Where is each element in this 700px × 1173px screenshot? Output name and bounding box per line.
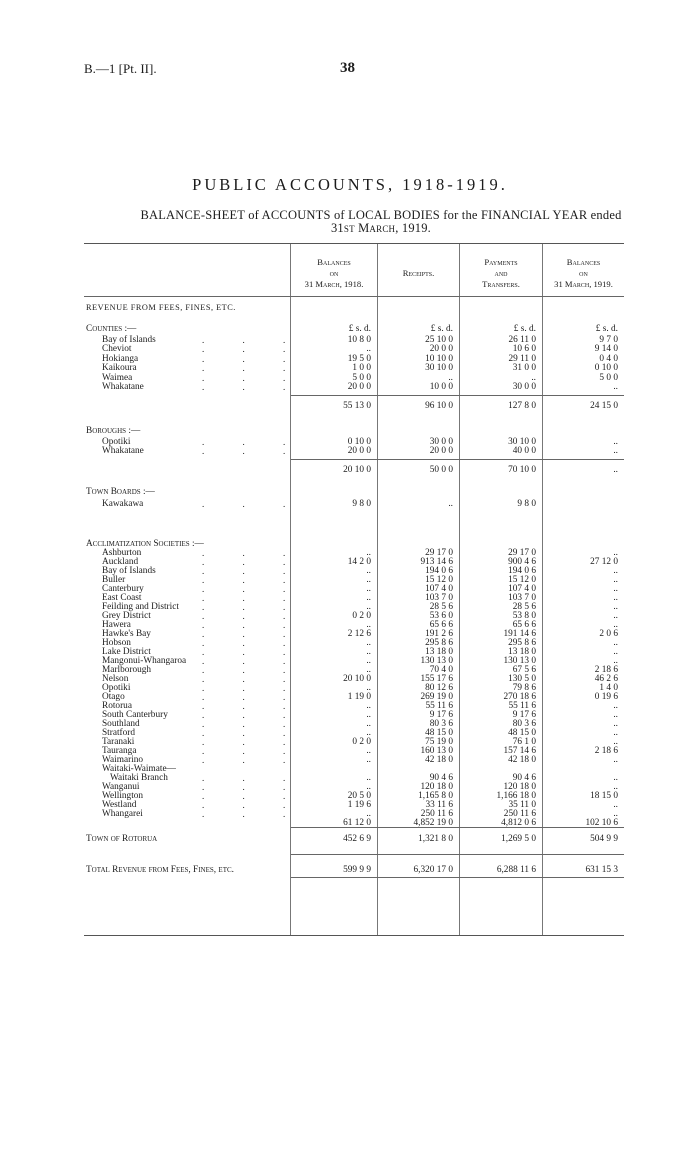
cell-c3: 157 14 6	[503, 746, 536, 756]
cell-c3: 26 11 0	[508, 335, 536, 345]
cell-c1: 55 13 0	[343, 401, 371, 411]
lsd-unit: £ s. d.	[430, 324, 453, 334]
cell-c2: 29 17 0	[425, 548, 453, 558]
leader-dots: . . .	[202, 683, 304, 693]
leader-dots: . . .	[202, 809, 304, 819]
cell-c2: 48 15 0	[425, 728, 453, 738]
section-counties: Counties :—	[86, 324, 137, 334]
cell-c3: 40 0 0	[512, 446, 536, 456]
cell-c1: 452 6 9	[343, 834, 371, 844]
section-boroughs: Boroughs :—	[86, 426, 141, 436]
row-label: Opotiki	[102, 437, 131, 447]
row-label: Grey District	[102, 611, 151, 621]
section-town-boards: Town Boards :—	[86, 487, 155, 497]
header-rule	[84, 296, 624, 297]
row-label: Bay of Islands	[102, 335, 156, 345]
cell-c2: 130 13 0	[420, 656, 453, 666]
cell-c3: 65 6 6	[512, 620, 536, 630]
cell-c3: ..	[531, 373, 536, 383]
cell-c1: 20 5 0	[347, 791, 371, 801]
cell-c2: 160 13 0	[420, 746, 453, 756]
cell-c1: 20 10 0	[343, 465, 371, 475]
col-header-line: Balances	[566, 257, 601, 267]
cell-c1: ..	[366, 656, 371, 666]
cell-c4: ..	[613, 566, 618, 576]
cell-c1: 61 12 0	[343, 818, 371, 828]
cell-c3: 120 18 0	[503, 782, 536, 792]
cell-c2: 30 10 0	[425, 363, 453, 373]
cell-c3: 29 17 0	[508, 548, 536, 558]
col-header-line: Payments	[484, 257, 518, 267]
cell-c2: 6,320 17 0	[413, 865, 453, 875]
col-header-line: Transfers.	[482, 279, 520, 289]
cell-c1: 20 0 0	[347, 446, 371, 456]
cell-c4: 0 4 0	[599, 354, 618, 364]
cell-c1: ..	[366, 719, 371, 729]
cell-c4: ..	[613, 575, 618, 585]
leader-dots: . . .	[202, 692, 304, 702]
total-rule	[291, 854, 624, 855]
cell-c4: ..	[613, 437, 618, 447]
cell-c2: 75 19 0	[425, 737, 453, 747]
row-label: Hawke's Bay	[102, 629, 151, 639]
lsd-unit: £ s. d.	[348, 324, 371, 334]
cell-c2: 80 3 6	[429, 719, 453, 729]
cell-c2: 913 14 6	[420, 557, 453, 567]
cell-c1: ..	[366, 782, 371, 792]
cell-c1: 10 8 0	[347, 335, 371, 345]
leader-dots: . . .	[202, 363, 304, 373]
cell-c1: ..	[366, 593, 371, 603]
cell-c1: ..	[366, 701, 371, 711]
row-label: Waimea	[102, 373, 133, 383]
cell-c4: ..	[613, 465, 618, 475]
col-header-line: 31 March, 1918.	[304, 279, 364, 289]
cell-c3: 76 1 0	[512, 737, 536, 747]
cell-c2: 20 0 0	[429, 344, 453, 354]
leader-dots: . . .	[202, 499, 304, 509]
cell-c2: 70 4 0	[429, 665, 453, 675]
cell-c2: ..	[448, 499, 453, 509]
caption-line-2: 31st March, 1919.	[330, 221, 432, 235]
cell-c4: ..	[613, 548, 618, 558]
cell-c4: 9 14 0	[594, 344, 618, 354]
col-header-balances-1919	[543, 257, 624, 290]
cell-c2: 80 12 6	[425, 683, 453, 693]
cell-c3: 191 14 6	[503, 629, 536, 639]
cell-c1: 19 5 0	[347, 354, 371, 364]
row-label: Southland	[102, 719, 140, 729]
cell-c2: 250 11 6	[420, 809, 453, 819]
cell-c3: 9 8 0	[517, 499, 536, 509]
cell-c4: ..	[613, 620, 618, 630]
row-label: South Canterbury	[102, 710, 168, 720]
leader-dots: . . .	[202, 602, 304, 612]
leader-dots: . . .	[202, 647, 304, 657]
cell-c4: ..	[613, 656, 618, 666]
col-header-balances-1918	[291, 257, 377, 290]
row-label: Rotorua	[102, 701, 132, 711]
leader-dots: . . .	[202, 335, 304, 345]
cell-c2: 1,321 8 0	[418, 834, 453, 844]
cell-c3: 900 4 6	[508, 557, 536, 567]
leader-dots: . . .	[202, 701, 304, 711]
cell-c2: 155 17 6	[420, 674, 453, 684]
table-row	[84, 499, 624, 510]
table-row	[84, 382, 624, 393]
cell-c3: 48 15 0	[508, 728, 536, 738]
cell-c3: 70 10 0	[508, 465, 536, 475]
subtotal-row	[84, 401, 624, 412]
cell-c2: 15 12 0	[425, 575, 453, 585]
cell-c4: ..	[613, 382, 618, 392]
section-heading	[84, 487, 624, 498]
row-label: Whakatane	[102, 382, 144, 392]
section-acclimatization: Acclimatization Societies :—	[86, 539, 204, 549]
cell-c1: ..	[366, 638, 371, 648]
cell-c3: 90 4 6	[512, 773, 536, 783]
table-row	[84, 834, 624, 845]
page-title: PUBLIC ACCOUNTS, 1918-1919.	[192, 175, 508, 194]
leader-dots: . . .	[202, 446, 304, 456]
cell-c3: 42 18 0	[508, 755, 536, 765]
cell-c3: 4,812 0 6	[501, 818, 536, 828]
cell-c2: 120 18 0	[420, 782, 453, 792]
cell-c4: 2 0 6	[599, 629, 618, 639]
row-label: Otago	[102, 692, 125, 702]
leader-dots: . . .	[202, 611, 304, 621]
cell-c4: ..	[613, 602, 618, 612]
cell-c1: 1 19 0	[347, 692, 371, 702]
cell-c2: 20 0 0	[429, 446, 453, 456]
cell-c1: ..	[366, 773, 371, 783]
row-label: Stratford	[102, 728, 136, 738]
cell-c3: 130 5 0	[508, 674, 536, 684]
cell-c2: 55 11 6	[425, 701, 453, 711]
leader-dots: . . .	[202, 674, 304, 684]
lsd-unit: £ s. d.	[595, 324, 618, 334]
leader-dots: . . .	[202, 791, 304, 801]
balance-sheet-table	[84, 243, 624, 936]
cell-c2: 90 4 6	[429, 773, 453, 783]
cell-c4: ..	[613, 710, 618, 720]
row-label: Lake District	[102, 647, 151, 657]
row-label: Wanganui	[102, 782, 140, 792]
cell-c4: 5 0 0	[599, 373, 618, 383]
row-label: Canterbury	[102, 584, 144, 594]
page-number: 38	[340, 60, 355, 76]
cell-c4: 1 4 0	[599, 683, 618, 693]
row-label: Hokianga	[102, 354, 139, 364]
row-label: Wellington	[102, 791, 144, 801]
row-label: Waimarino	[102, 755, 144, 765]
cell-c1: 2 12 6	[347, 629, 371, 639]
row-label: Tauranga	[102, 746, 137, 756]
cell-c4: ..	[613, 782, 618, 792]
cell-c2: 103 7 0	[425, 593, 453, 603]
row-label: Hobson	[102, 638, 131, 648]
row-label: Auckland	[102, 557, 139, 567]
cell-c1: ..	[366, 683, 371, 693]
cell-c1: ..	[366, 344, 371, 354]
cell-c4: 24 15 0	[590, 401, 618, 411]
row-label: Marlborough	[102, 665, 152, 675]
cell-c1: 9 8 0	[352, 499, 371, 509]
cell-c3: 1,269 5 0	[501, 834, 536, 844]
cell-c1: ..	[366, 548, 371, 558]
cell-c4: ..	[613, 728, 618, 738]
row-label: Bay of Islands	[102, 566, 156, 576]
cell-c4: ..	[613, 593, 618, 603]
row-label: Whakatane	[102, 446, 144, 456]
cell-c1: ..	[366, 710, 371, 720]
cell-c3: 103 7 0	[508, 593, 536, 603]
cell-c1: 599 9 9	[343, 865, 371, 875]
row-label: Cheviot	[102, 344, 132, 354]
col-header-line: on	[579, 268, 588, 278]
leader-dots: . . .	[202, 557, 304, 567]
row-label: Buller	[102, 575, 126, 585]
cell-c2: 33 11 6	[425, 800, 453, 810]
cell-c3: 107 4 0	[508, 584, 536, 594]
leader-dots: . . .	[202, 638, 304, 648]
cell-c2: 42 18 0	[425, 755, 453, 765]
cell-c1: ..	[366, 602, 371, 612]
cell-c1: ..	[366, 728, 371, 738]
leader-dots: . . .	[202, 782, 304, 792]
leader-dots: . . .	[202, 620, 304, 630]
cell-c2: 65 6 6	[429, 620, 453, 630]
row-label: Waitaki Branch	[110, 773, 168, 783]
cell-c4: 9 7 0	[599, 335, 618, 345]
cell-c3: 127 8 0	[508, 401, 536, 411]
row-label: Whangarei	[102, 809, 143, 819]
cell-c4: ..	[613, 809, 618, 819]
col-header-line: on	[329, 268, 339, 278]
cell-c3: 55 11 6	[508, 701, 536, 711]
cell-c1: 1 0 0	[352, 363, 371, 373]
cell-c1: ..	[366, 584, 371, 594]
row-label: Feilding and District	[102, 602, 179, 612]
cell-c3: 30 0 0	[512, 382, 536, 392]
table-row	[84, 865, 624, 876]
col-header-payments	[460, 257, 542, 290]
total-rule	[291, 395, 624, 396]
cell-c4: 0 10 0	[594, 363, 618, 373]
cell-c2: 295 8 6	[425, 638, 453, 648]
row-label: East Coast	[102, 593, 142, 603]
row-label: Taranaki	[102, 737, 135, 747]
cell-c3: 270 18 6	[503, 692, 536, 702]
leader-dots: . . .	[202, 656, 304, 666]
leader-dots: . . .	[202, 437, 304, 447]
total-rule	[291, 877, 624, 878]
cell-c4: ..	[613, 701, 618, 711]
cell-c4: 2 18 6	[594, 665, 618, 675]
leader-dots: . . .	[202, 773, 304, 783]
leader-dots: . . .	[202, 344, 304, 354]
cell-c1: 14 2 0	[347, 557, 371, 567]
cell-c3: 250 11 6	[503, 809, 536, 819]
leader-dots: . . .	[202, 665, 304, 675]
cell-c1: 20 0 0	[347, 382, 371, 392]
cell-c3: 1,166 18 0	[496, 791, 536, 801]
table-row	[84, 446, 624, 457]
cell-c1: 0 2 0	[352, 737, 371, 747]
leader-dots: . . .	[202, 382, 304, 392]
row-label: Total Revenue from Fees, Fines, etc.	[86, 865, 234, 875]
cell-c1: ..	[366, 809, 371, 819]
cell-c3: 13 18 0	[508, 647, 536, 657]
report-reference: B.—1 [Pt. II].	[84, 61, 157, 76]
row-label: Westland	[102, 800, 137, 810]
cell-c1: ..	[366, 575, 371, 585]
subtotal-row	[84, 465, 624, 476]
cell-c4: 631 15 3	[585, 865, 618, 875]
cell-c3: 9 17 6	[512, 710, 536, 720]
cell-c3: 80 3 6	[512, 719, 536, 729]
section-heading	[84, 426, 624, 437]
row-label: Hawera	[102, 620, 131, 630]
section-heading	[84, 302, 624, 313]
cell-c1: 20 10 0	[343, 674, 371, 684]
leader-dots: . . .	[202, 566, 304, 576]
row-label: Kawakawa	[102, 499, 144, 509]
cell-c1: ..	[366, 755, 371, 765]
cell-c3: 194 0 6	[508, 566, 536, 576]
cell-c4: ..	[613, 446, 618, 456]
cell-c2: 13 18 0	[425, 647, 453, 657]
cell-c3: 29 11 0	[508, 354, 536, 364]
leader-dots: . . .	[202, 710, 304, 720]
cell-c2: 50 0 0	[429, 465, 453, 475]
leader-dots: . . .	[202, 629, 304, 639]
cell-c2: 194 0 6	[425, 566, 453, 576]
cell-c2: 9 17 6	[429, 710, 453, 720]
cell-c4: ..	[613, 800, 618, 810]
leader-dots: . . .	[202, 737, 304, 747]
cell-c2: 30 0 0	[429, 437, 453, 447]
cell-c3: 15 12 0	[508, 575, 536, 585]
total-rule	[291, 827, 624, 828]
cell-c4: ..	[613, 638, 618, 648]
cell-c1: 0 10 0	[347, 437, 371, 447]
col-header-line: and	[494, 268, 508, 278]
cell-c3: 67 5 6	[512, 665, 536, 675]
cell-c4: 46 2 6	[594, 674, 618, 684]
cell-c4: 27 12 0	[590, 557, 618, 567]
leader-dots: . . .	[202, 728, 304, 738]
cell-c2: 269 19 0	[420, 692, 453, 702]
cell-c3: 35 11 0	[508, 800, 536, 810]
cell-c3: 31 0 0	[512, 363, 536, 373]
col-header-receipts	[378, 268, 459, 279]
cell-c3: 295 8 6	[508, 638, 536, 648]
leader-dots: . . .	[202, 800, 304, 810]
cell-c1: ..	[366, 620, 371, 630]
leader-dots: . . .	[202, 548, 304, 558]
cell-c3: 79 8 6	[512, 683, 536, 693]
leader-dots: . . .	[202, 575, 304, 585]
cell-c2: 25 10 0	[425, 335, 453, 345]
leader-dots: . . .	[202, 746, 304, 756]
col-header-line: Balances	[317, 257, 351, 267]
col-header-line: Receipts.	[402, 268, 435, 278]
cell-c4: ..	[613, 755, 618, 765]
cell-c2: 10 10 0	[425, 354, 453, 364]
section-revenue: REVENUE FROM FEES, FINES, ETC.	[86, 303, 236, 312]
cell-c2: 107 4 0	[425, 584, 453, 594]
row-label: Kaikoura	[102, 363, 137, 373]
col-header-line: 31 March, 1919.	[554, 279, 613, 289]
cell-c2: 10 0 0	[429, 382, 453, 392]
row-label: Town of Rotorua	[86, 834, 158, 844]
cell-c4: ..	[613, 773, 618, 783]
lsd-header-row	[84, 324, 624, 335]
cell-c4: ..	[613, 611, 618, 621]
lsd-unit: £ s. d.	[513, 324, 536, 334]
cell-c4: ..	[613, 647, 618, 657]
cell-c4: ..	[613, 584, 618, 594]
cell-c1: ..	[366, 647, 371, 657]
total-rule	[291, 459, 624, 460]
row-label: Nelson	[102, 674, 129, 684]
cell-c3: 10 6 0	[512, 344, 536, 354]
row-label: Opotiki	[102, 683, 131, 693]
cell-c4: ..	[613, 719, 618, 729]
cell-c1: ..	[366, 665, 371, 675]
leader-dots: . . .	[202, 373, 304, 383]
cell-c3: 28 5 6	[512, 602, 536, 612]
cell-c2: 1,165 8 0	[418, 791, 453, 801]
cell-c4: 0 19 6	[594, 692, 618, 702]
cell-c2: 96 10 0	[425, 401, 453, 411]
cell-c3: 6,288 11 6	[496, 865, 536, 875]
leader-dots: . . .	[202, 755, 304, 765]
cell-c4: ..	[613, 737, 618, 747]
leader-dots: . . .	[202, 593, 304, 603]
row-label: Ashburton	[102, 548, 142, 558]
leader-dots: . . .	[202, 354, 304, 364]
cell-c3: 130 13 0	[503, 656, 536, 666]
cell-c4: 18 15 0	[590, 791, 618, 801]
cell-c2: 4,852 19 0	[413, 818, 453, 828]
cell-c1: 0 2 0	[352, 611, 371, 621]
cell-c1: 1 19 6	[347, 800, 371, 810]
cell-c3: 53 8 0	[512, 611, 536, 621]
cell-c2: 191 2 6	[425, 629, 453, 639]
row-label: Waitaki-Waimate—	[102, 764, 176, 774]
row-label: Mangonui-Whangaroa	[102, 656, 187, 666]
cell-c4: 102 10 6	[585, 818, 618, 828]
cell-c3: 30 10 0	[508, 437, 536, 447]
cell-c1: ..	[366, 566, 371, 576]
cell-c4: 2 18 6	[594, 746, 618, 756]
cell-c1: 5 0 0	[352, 373, 371, 383]
table-caption	[86, 209, 676, 235]
caption-line-1: BALANCE-SHEET of ACCOUNTS of LOCAL BODIES for the FINANCIAL YEAR ended	[140, 208, 622, 222]
cell-c4: 504 9 9	[590, 834, 618, 844]
cell-c1: ..	[366, 746, 371, 756]
cell-c2: 28 5 6	[429, 602, 453, 612]
cell-c2: 53 6 0	[429, 611, 453, 621]
leader-dots: . . .	[202, 584, 304, 594]
leader-dots: . . .	[202, 719, 304, 729]
cell-c2: ..	[448, 373, 453, 383]
